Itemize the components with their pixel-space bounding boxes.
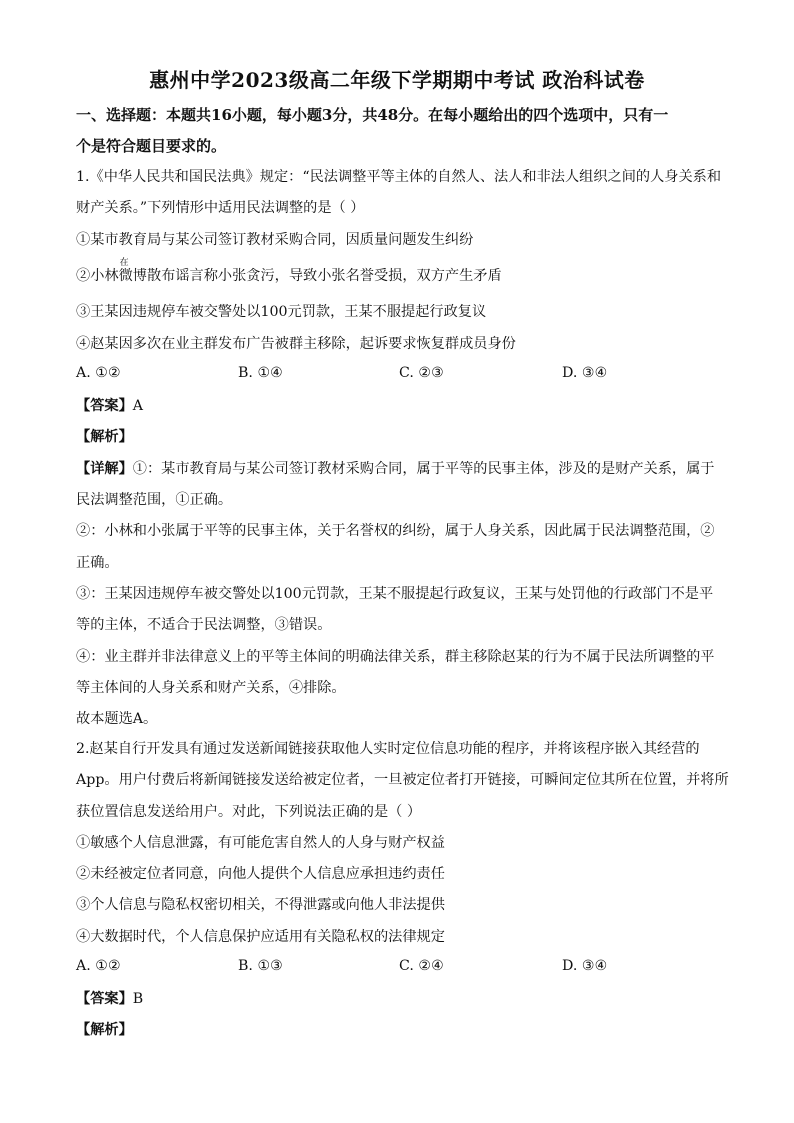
q2-answer — [76, 989, 726, 1009]
q1-analysis-tag: 【解析】 — [76, 429, 133, 445]
q2-stem-line1: 2.赵某自行开发具有通过发送新闻链接获取他人实时定位信息功能的程序，并将该程序嵌入其经营的 — [76, 741, 700, 757]
q2-analysis-tag: 【解析】 — [76, 1022, 133, 1038]
q1-stem-line1: 1.《中华人民共和国民法典》规定：“民法调整平等主体的自然人、法人和非法人组织之间的人身关系和 — [76, 169, 722, 185]
q1-detail-1-line1 — [76, 459, 726, 479]
q1-answer — [76, 396, 726, 416]
q2-option-b: B. ①③ — [238, 958, 283, 974]
page-title: 惠州中学2023级高二年级下学期期中考试 政治科试卷 — [149, 68, 645, 92]
q1-conclusion: 故本题选A。 — [76, 711, 158, 727]
q1-detail-3-line1: ③：王某因违规停车被交警处以100元罚款，王某不服提起行政复议，王某与处罚他的行政部门不是平 — [76, 586, 714, 602]
q2-item-1: ①敏感个人信息泄露，有可能危害自然人的人身与财产权益 — [76, 835, 445, 851]
q1-item-2-part-b: 微博散布谣言称小张贪污，导致小张名誉受损，双方产生矛盾 — [118, 268, 502, 284]
q1-detail-4-line2: 等主体间的人身关系和财产关系，④排除。 — [76, 680, 346, 696]
q1-answer-value: A — [132, 398, 144, 414]
q1-option-c: C. ②③ — [399, 365, 444, 381]
q2-item-3: ③个人信息与隐私权密切相关，不得泄露或向他人非法提供 — [76, 897, 445, 913]
q1-detail-2-line1: ②：小林和小张属于平等的民事主体，关于名誉权的纠纷，属于人身关系，因此属于民法调整范围，② — [76, 523, 715, 539]
q1-item-2 — [76, 258, 726, 286]
q1-option-a: A. ①② — [76, 365, 121, 381]
q1-detail-4-line1: ④：业主群并非法律意义上的平等主体间的明确法律关系，群主移除赵某的行为不属于民法所调整的平 — [76, 649, 715, 665]
section-heading-line2: 个是符合题目要求的。 — [76, 137, 227, 155]
q2-item-2: ②未经被定位者同意，向他人提供个人信息应承担违约责任 — [76, 866, 445, 882]
q2-answer-value: B — [132, 991, 144, 1007]
q1-detail-tag: 【详解】 — [76, 461, 133, 477]
q1-item-3: ③王某因违规停车被交警处以100元罚款，王某不服提起行政复议 — [76, 304, 487, 320]
q2-option-a: A. ①② — [76, 958, 121, 974]
q1-item-2-part-a: ②小林 — [76, 268, 119, 284]
q1-item-2-ruby-mark: 在 — [119, 258, 129, 268]
section-heading-line1: 一、选择题：本题共16小题，每小题3分，共48分。在每小题给出的四个选项中，只有一 — [76, 106, 669, 124]
q1-option-b: B. ①④ — [238, 365, 283, 381]
q2-answer-tag: 【答案】 — [76, 991, 133, 1007]
q1-item-4: ④赵某因多次在业主群发布广告被群主移除，起诉要求恢复群成员身份 — [76, 336, 516, 352]
q1-detail-1-text: ①：某市教育局与某公司签订教材采购合同，属于平等的民事主体，涉及的是财产关系，属于 — [132, 461, 715, 477]
q2-stem-line3: 获位置信息发送给用户。对此，下列说法正确的是（ ） — [76, 804, 422, 820]
q2-option-d: D. ③④ — [562, 958, 608, 974]
q2-option-c: C. ②④ — [399, 958, 444, 974]
q2-item-4: ④大数据时代，个人信息保护应适用有关隐私权的法律规定 — [76, 929, 445, 945]
q1-detail-2-line2: 正确。 — [76, 555, 119, 571]
q1-detail-1-line2: 民法调整范围，①正确。 — [76, 492, 233, 508]
q1-stem-line2: 财产关系。”下列情形中适用民法调整的是（ ） — [76, 200, 365, 216]
q1-detail-3-line2: 等的主体，不适合于民法调整，③错误。 — [76, 617, 332, 633]
q1-option-d: D. ③④ — [562, 365, 608, 381]
q2-stem-line2: App。用户付费后将新闻链接发送给被定位者，一旦被定位者打开链接，可瞬间定位其所在位置，并将所 — [76, 772, 729, 788]
q1-answer-tag: 【答案】 — [76, 398, 133, 414]
q1-item-1: ①某市教育局与某公司签订教材采购合同，因质量问题发生纠纷 — [76, 232, 474, 248]
